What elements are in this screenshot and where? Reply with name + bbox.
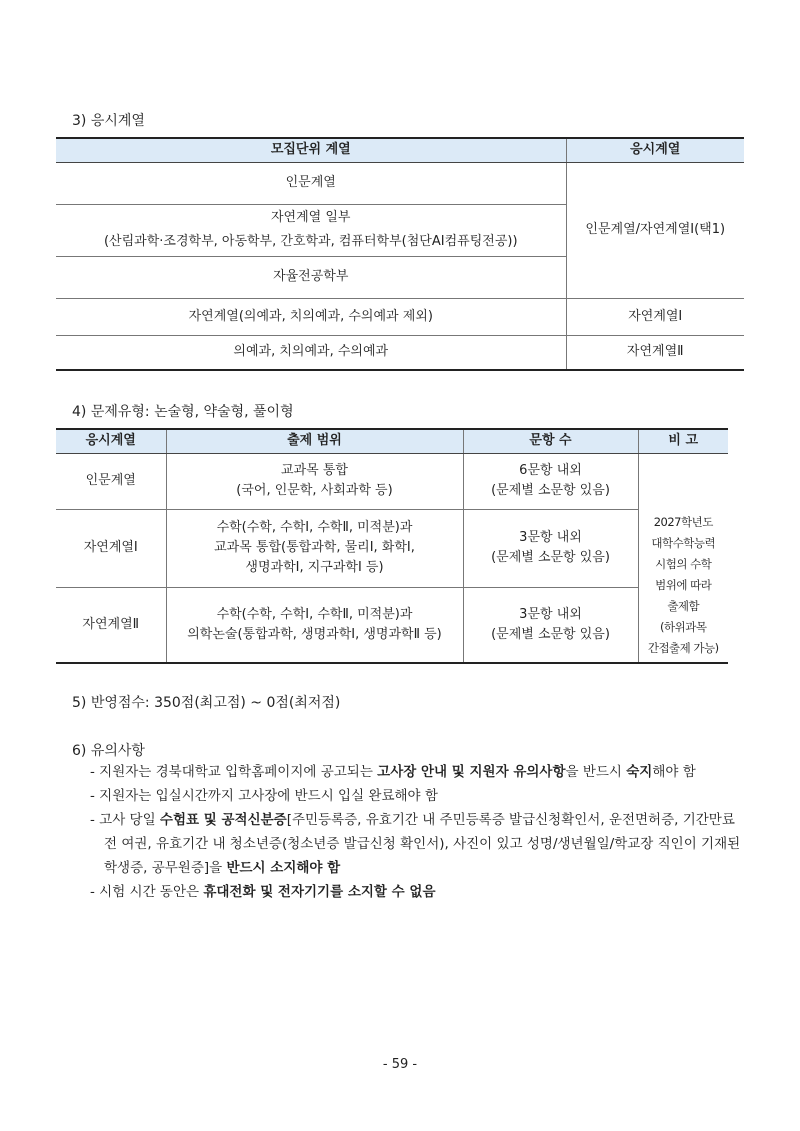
count-cell [463,453,638,509]
page-number: - 59 - [382,1057,418,1072]
track-cell: 자연계열Ⅱ [566,335,744,370]
notes-list-item [90,760,750,784]
header-remark: 비 고 [638,429,728,453]
scope-cell [166,509,463,587]
scope-line: (국어, 인문학, 사회과학 등) [236,483,393,498]
remark-empty-cell [638,453,728,509]
header-unit: 모집단위 계열 [56,138,566,162]
exam-scope-table [56,428,728,664]
notes-list [90,760,750,904]
remark-cell [638,509,728,663]
unit-line: 자연계열 일부 [271,210,351,225]
note-text: 해야 함 [652,764,696,780]
remark-line: 시험의 수학 [655,557,712,571]
table-row [56,298,744,335]
track-table [56,137,744,371]
emphasis-text: 반드시 소지해야 함 [226,860,341,876]
emphasis-text: 숙지 [626,764,653,780]
notes-list-item [90,784,750,808]
count-line: 3문항 내외 [519,606,582,622]
track-cell: 인문계열 [56,453,166,509]
scope-line: 의학논술(통합과학, 생명과학Ⅰ, 생명과학Ⅱ 등) [187,626,442,642]
header-track: 응시계열 [566,138,744,162]
unit-cell [56,204,566,256]
header-count: 문항 수 [463,429,638,453]
count-line: (문제별 소문항 있음) [491,483,610,498]
table-header-row [56,138,744,162]
remark-line: 간접출제 가능) [647,641,719,655]
section3-title: 3) 응시계열 [72,113,145,129]
track-cell: 자연계열Ⅰ [56,509,166,587]
section6-title: 6) 유의사항 [72,743,145,759]
remark-line: 범위에 따라 [655,578,712,592]
header-track: 응시계열 [56,429,166,453]
table-row [56,162,744,204]
unit-cell: 인문계열 [56,162,566,204]
note-text: [주민등록증, 유효기간 내 주민등록증 발급신청확인서, 운전면허증, 기간만료 전 여권, 유효기간 내 청소년증(청소년증 발급신청 확인서), 사진이 있고 성명/생년월일/학교장 직인이 기재된 학생증, 공무원증]을 [104,812,741,876]
count-line: 6문항 내외 [519,463,582,478]
scope-line: 교과목 통합(통합과학, 물리Ⅰ, 화학Ⅰ, [214,540,415,555]
scope-line: 생명과학Ⅰ, 지구과학Ⅰ 등) [245,560,384,575]
scope-line: 교과목 통합 [281,463,348,478]
scope-cell [166,587,463,663]
remark-line: 2027학년도 [653,515,713,529]
note-text: - 지원자는 입실시간까지 고사장에 반드시 입실 완료해야 함 [90,788,438,804]
note-text: 을 반드시 [565,764,627,780]
scope-line: 수학(수학, 수학Ⅰ, 수학Ⅱ, 미적분)과 [216,520,413,535]
scope-line: 수학(수학, 수학Ⅰ, 수학Ⅱ, 미적분)과 [216,606,413,622]
table-row [56,509,728,587]
count-cell [463,587,638,663]
unit-cell: 자연계열(의예과, 치의예과, 수의예과 제외) [56,298,566,335]
emphasis-text: 수험표 및 공적신분증 [159,812,287,828]
header-scope: 출제 범위 [166,429,463,453]
track-cell: 자연계열Ⅰ [566,298,744,335]
table-header-row [56,429,728,453]
remark-line: 대학수학능력 [651,536,716,550]
notes-list-item [90,880,750,904]
remark-line: (하위과목 [660,620,707,634]
note-text: - 시험 시간 동안은 [90,884,204,900]
merged-track-cell: 인문계열/자연계열Ⅰ(택1) [566,162,744,298]
note-text: - 지원자는 경북대학교 입학홈페이지에 공고되는 [90,764,378,780]
score-range-text: 5) 반영점수: 350점(최고점) ~ 0점(최저점) [72,695,341,711]
table-row [56,587,728,663]
count-cell [463,509,638,587]
count-line: (문제별 소문항 있음) [491,626,610,642]
track-cell: 자연계열Ⅱ [82,616,140,632]
count-line: 3문항 내외 [519,530,582,545]
notes-list-item [90,808,750,880]
count-line: (문제별 소문항 있음) [491,550,610,565]
emphasis-text: 휴대전화 및 전자기기를 소지할 수 없음 [203,884,436,900]
unit-line: (산림과학·조경학부, 아동학부, 간호학과, 컴퓨터학부(첨단AI컴퓨팅전공)) [103,234,518,249]
note-text: - 고사 당일 [90,812,160,828]
emphasis-text: 고사장 안내 및 지원자 유의사항 [377,764,566,780]
section4-title: 4) 문제유형: 논술형, 약술형, 풀이형 [72,404,294,420]
unit-cell: 의예과, 치의예과, 수의예과 [233,344,389,360]
scope-cell [166,453,463,509]
table-row [56,453,728,509]
unit-cell: 자율전공학부 [56,256,566,298]
table-row [56,335,744,370]
remark-line: 출제함 [667,599,700,613]
